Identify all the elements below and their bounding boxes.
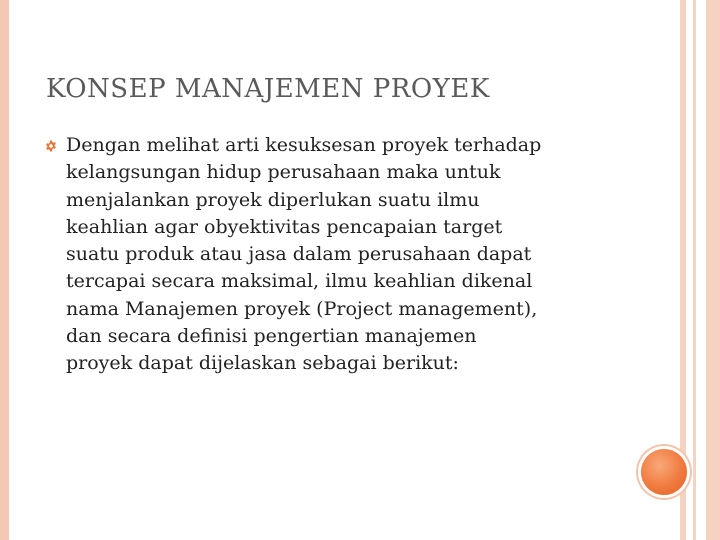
right-stripe-decoration [693, 0, 696, 540]
body-paragraph [66, 132, 646, 378]
body-line: Dengan melihat arti kesuksesan proyek terhadap [66, 134, 542, 156]
right-stripe-decoration [706, 0, 720, 540]
body-line: dan secara definisi pengertian manajemen [66, 325, 477, 348]
body-line: proyek dapat dijelaskan sebagai berikut: [66, 352, 459, 375]
left-border-decoration [0, 0, 9, 540]
body-line: nama Manajemen proyek (Project management), [66, 297, 538, 320]
body-line: tercapai secara maksimal, ilmu keahlian dikenal [66, 270, 533, 293]
body-line: menjalankan proyek diperlukan suatu ilmu [66, 188, 480, 211]
orange-circle-decoration [641, 449, 687, 495]
body-line: kelangsungan hidup perusahaan maka untuk [66, 161, 501, 184]
cog-icon [45, 140, 57, 152]
body-line: keahlian agar obyektivitas pencapaian target [66, 215, 503, 238]
body-line: suatu produk atau jasa dalam perusahaan dapat [66, 243, 532, 266]
slide-title: KONSEP MANAJEMEN PROYEK [46, 74, 490, 104]
